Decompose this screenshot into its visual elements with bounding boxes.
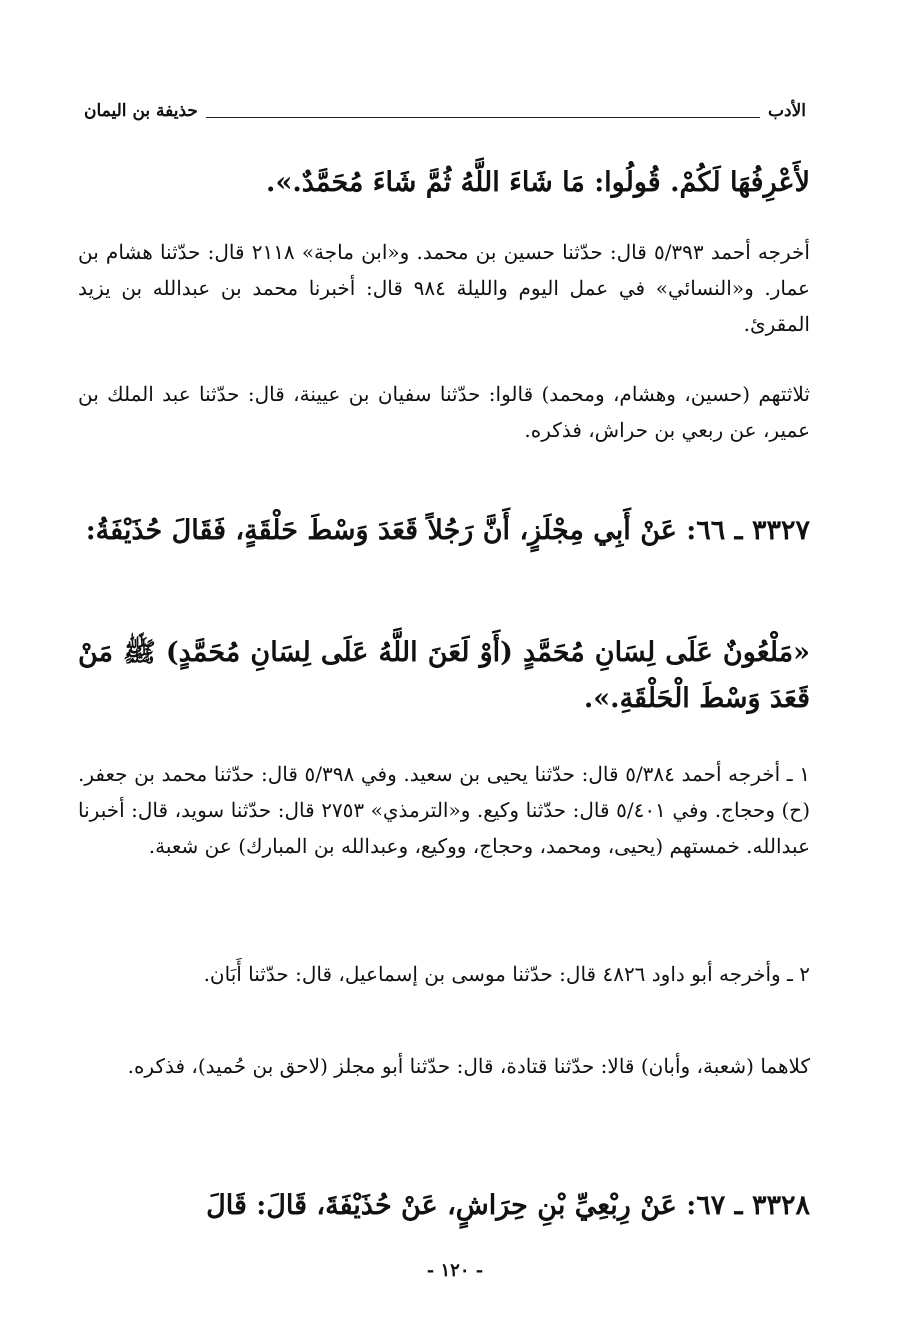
- hadith-3327-text: «مَلْعُونٌ عَلَى لِسَانِ مُحَمَّدٍ (أَوْ لَعَنَ اللَّهُ عَلَى لِسَانِ مُحَمَّدٍ) ﷺ مَنْ قَعَدَ وَسْطَ الْحَلْقَةِ.».: [78, 637, 810, 714]
- takhrij-note-3: ١ ـ أخرجه أحمد ٥/٣٨٤ قال: حدّثنا يحيى بن سعيد. وفي ٥/٣٩٨ قال: حدّثنا محمد بن جعفر. (ح) وحجاج. وفي ٥/٤٠١ قال: حدّثنا وكيع. و«الترمذي» ٢٧٥٣ قال: حدّثنا سويد، قال: أخبرنا عبدالله. خمستهم (يحيى، ومحمد، وحجاج، ووكيع، وعبدالله بن المبارك) عن شعبة.: [78, 762, 811, 858]
- takhrij-note-2: ثلاثتهم (حسين، وهشام، ومحمد) قالوا: حدّثنا سفيان بن عيينة، قال: حدّثنا عبد الملك بن عمير، عن ربعي بن حراش، فذكره.: [78, 382, 810, 442]
- takhrij-note-5: كلاهما (شعبة، وأبان) قالا: حدّثنا قتادة، قال: حدّثنا أبو مجلز (لاحق بن حُميد)، فذكره.: [127, 1054, 810, 1078]
- hadith-3327-heading: ٣٣٢٧ ـ ٦٦: عَنْ أَبِي مِجْلَزٍ، أَنَّ رَجُلاً قَعَدَ وَسْطَ حَلْقَةٍ، فَقَالَ حُذَيْفَةُ:: [85, 515, 810, 546]
- page-number: - ١٢٠ -: [426, 1260, 484, 1281]
- header-rule: [206, 117, 760, 118]
- section-title: حذيفة بن اليمان: [84, 101, 198, 121]
- hadith-3328-heading: ٣٣٢٨ ـ ٦٧: عَنْ رِبْعِيِّ بْنِ حِرَاشٍ، عَنْ حُذَيْفَةَ، قَالَ: قَالَ: [206, 1190, 810, 1221]
- takhrij-note-4: ٢ ـ وأخرجه أبو داود ٤٨٢٦ قال: حدّثنا موسى بن إسماعيل، قال: حدّثنا أَبَان.: [203, 962, 810, 986]
- running-header: [84, 96, 806, 126]
- chapter-title: الأدب: [768, 101, 806, 121]
- takhrij-note-1: أخرجه أحمد ٥/٣٩٣ قال: حدّثنا حسين بن محمد. و«ابن ماجة» ٢١١٨ قال: حدّثنا هشام بن عمار. و«النسائي» في عمل اليوم والليلة ٩٨٤ قال: أخبرنا محمد بن عبدالله بن يزيد المقرئ.: [78, 240, 810, 336]
- hadith-text-continuation: لأَعْرِفُهَا لَكُمْ. قُولُوا: مَا شَاءَ اللَّهُ ثُمَّ شَاءَ مُحَمَّدٌ.».: [266, 167, 810, 198]
